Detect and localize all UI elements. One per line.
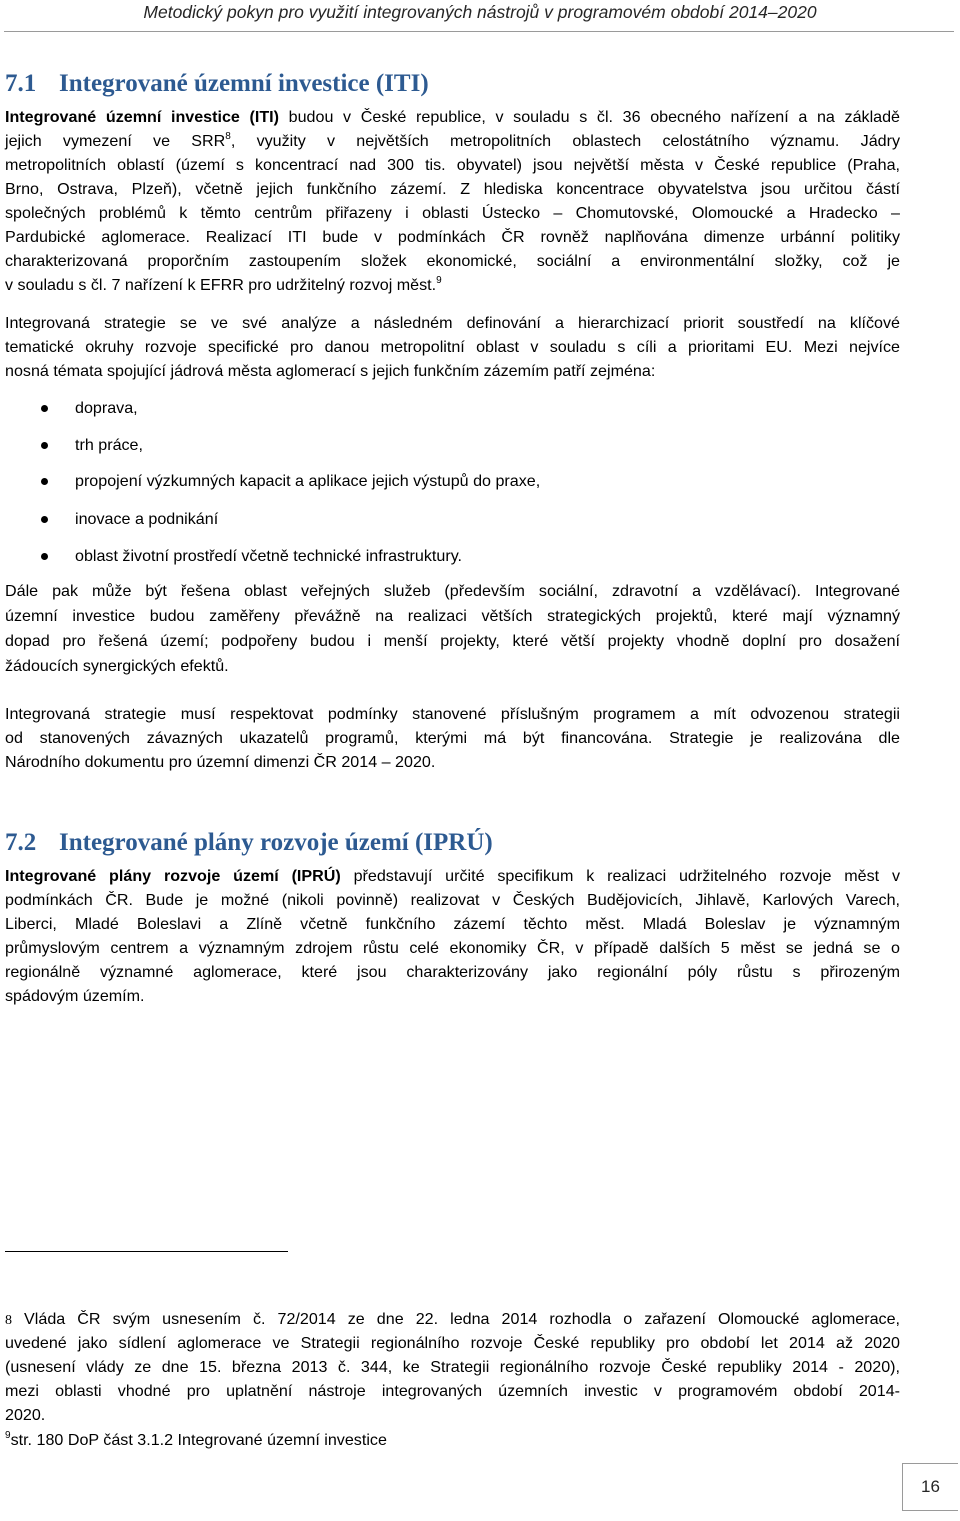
list-item-text: inovace a podnikání xyxy=(75,510,219,528)
text-line: Dále pak může být řešena oblast veřejných služeb (především sociální, zdravotní a vzdělávací). Integrované xyxy=(5,582,900,600)
text-line xyxy=(5,129,900,153)
text-line: charakterizovaná proporčním zastoupením složek ekonomické, sociální a environmentální složky, což je xyxy=(5,252,900,270)
section-heading-7-2 xyxy=(5,829,493,857)
text-line: regionálně významné aglomerace, které jsou charakterizovány jako regionální póly růstu s přirozeným xyxy=(5,963,900,981)
text-line: nosná témata spojující jádrová města aglomerací s jejich funkčním zázemím patří zejména: xyxy=(5,362,656,380)
paragraph-iti-intro xyxy=(5,105,900,297)
paragraph-strategy-topics xyxy=(5,311,900,383)
text-span: představují určité specifikum k realizaci udržitelného rozvoje měst v xyxy=(340,867,900,885)
header-rule xyxy=(4,31,954,32)
bold-term: Integrované plány rozvoje území (IPRÚ) xyxy=(5,867,341,885)
text-span: v souladu s čl. 7 nařízení k EFRR pro udržitelný rozvoj měst. xyxy=(5,276,437,294)
text-line xyxy=(5,105,900,129)
footnote-ref-9[interactable]: 9 xyxy=(436,275,442,286)
text-line xyxy=(5,864,900,888)
list-item-text: doprava, xyxy=(75,399,138,417)
text-line: žádoucích synergických efektů. xyxy=(5,657,229,675)
section-title: Integrované plány rozvoje území (IPRÚ) xyxy=(59,829,493,856)
bullet-icon xyxy=(41,516,48,523)
bold-term: Integrované územní investice (ITI) xyxy=(5,108,279,126)
text-line: podmínkách ČR. Bude je možné (nikoli povinně) realizovat v Českých Budějovicích, Jihlavě, Karlových Varech, xyxy=(5,891,900,909)
footnote-marker: 9 xyxy=(5,1430,11,1441)
text-line: metropolitních oblastí (území s koncentrací nad 300 tis. obyvatel) jsou největší města v České republice (Praha, xyxy=(5,156,900,174)
text-span: jejich vymezení ve SRR xyxy=(5,132,226,150)
text-line: společných problémů k těmto centrům přiřazeny i oblasti Ústecko – Chomutovské, Olomoucké a Hradecko – xyxy=(5,204,900,222)
text-line: Národního dokumentu pro územní dimenzi ČR 2014 – 2020. xyxy=(5,753,436,771)
text-line: spádovým územím. xyxy=(5,987,145,1005)
text-line: Integrovaná strategie se ve své analýze a následném definování a hierarchizací priorit soustředí na klíčové xyxy=(5,314,900,332)
text-span: Vláda ČR svým usnesením č. 72/2014 ze dne 22. ledna 2014 rozhodla o zařazení Olomoucké aglomerace, xyxy=(12,1310,900,1328)
text-line: (usnesení vlády ze dne 15. března 2013 č. 344, ke Strategii regionálního rozvoje České republiky 2014 - 2020), xyxy=(5,1358,900,1376)
text-line xyxy=(5,273,900,297)
text-line: dopad pro řešená území; podpořeny budou i menší projekty, které větší projekty vhodně doplní pro dosažení xyxy=(5,632,900,650)
text-line: 2020. xyxy=(5,1406,46,1424)
text-line: mezi oblasti vhodné pro uplatnění nástroje integrovaných územních investic v programovém období 2014- xyxy=(5,1382,900,1400)
list-item-text: trh práce, xyxy=(75,436,143,454)
section-heading-7-1 xyxy=(5,70,429,98)
text-span: , využity v největších metropolitních oblastech celostátního významu. Jádry xyxy=(230,132,901,150)
text-line: průmyslovým centrem a významným zdrojem růstu celé ekonomiky ČR, v případě dalších 5 měst se jedná se o xyxy=(5,939,900,957)
bullet-icon xyxy=(41,478,48,485)
text-line: Pardubické aglomerace. Realizací ITI bude v podmínkách ČR rovněž naplňována dimenze urbánní politiky xyxy=(5,228,900,246)
text-line: územní investice budou zaměřeny převážně na realizaci větších strategických projektů, které mají významný xyxy=(5,607,900,625)
paragraph-ipru-intro xyxy=(5,864,900,1008)
running-header: Metodický pokyn pro využití integrovaných nástrojů v programovém období 2014–2020 xyxy=(143,2,817,22)
paragraph-strategy-requirements xyxy=(5,702,900,774)
bullet-icon xyxy=(41,442,48,449)
text-line: od stanovených závazných ukazatelů programů, kterými má být financována. Strategie je realizována dle xyxy=(5,729,900,747)
list-item-text: propojení výzkumných kapacit a aplikace jejich výstupů do praxe, xyxy=(75,472,541,490)
text-line: uvedené jako sídlení aglomerace ve Strategii regionálního rozvoje České republiky pro období let 2014 až 2020 xyxy=(5,1334,900,1352)
bullet-icon xyxy=(41,553,48,560)
text-line: Integrovaná strategie musí respektovat podmínky stanovené příslušným programem a mít odvozenou strategii xyxy=(5,705,900,723)
paragraph-public-services xyxy=(5,579,900,679)
section-number: 7.1 xyxy=(5,70,37,97)
section-number: 7.2 xyxy=(5,829,37,856)
section-title: Integrované územní investice (ITI) xyxy=(59,70,429,97)
text-span: str. 180 DoP část 3.1.2 Integrované územní investice xyxy=(10,1431,387,1449)
text-line xyxy=(5,1307,900,1331)
page-number: 16 xyxy=(902,1463,958,1511)
bullet-icon xyxy=(41,405,48,412)
text-line xyxy=(5,1428,900,1452)
text-line: Brno, Ostrava, Plzeň), včetně jejich funkčního zázemí. Z hlediska koncentrace obyvatelstva jsou určitou částí xyxy=(5,180,900,198)
footnote-separator xyxy=(5,1251,288,1252)
footnote-9 xyxy=(5,1428,900,1452)
footnote-8 xyxy=(5,1307,900,1427)
footnote-ref-8[interactable]: 8 xyxy=(225,131,231,142)
text-line: Liberci, Mladé Boleslavi a Zlíně včetně funkčního zázemí těchto měst. Mladá Boleslav je významným xyxy=(5,915,900,933)
list-item-text: oblast životní prostředí včetně technické infrastruktury. xyxy=(75,547,463,565)
text-line: tematické okruhy rozvoje specifické pro danou metropolitní oblast v souladu s cíli a prioritami EU. Mezi nejvíce xyxy=(5,338,900,356)
text-span: budou v České republice, v souladu s čl. 36 obecného nařízení a na základě xyxy=(279,108,900,126)
footnote-marker: 8 xyxy=(5,1313,12,1328)
